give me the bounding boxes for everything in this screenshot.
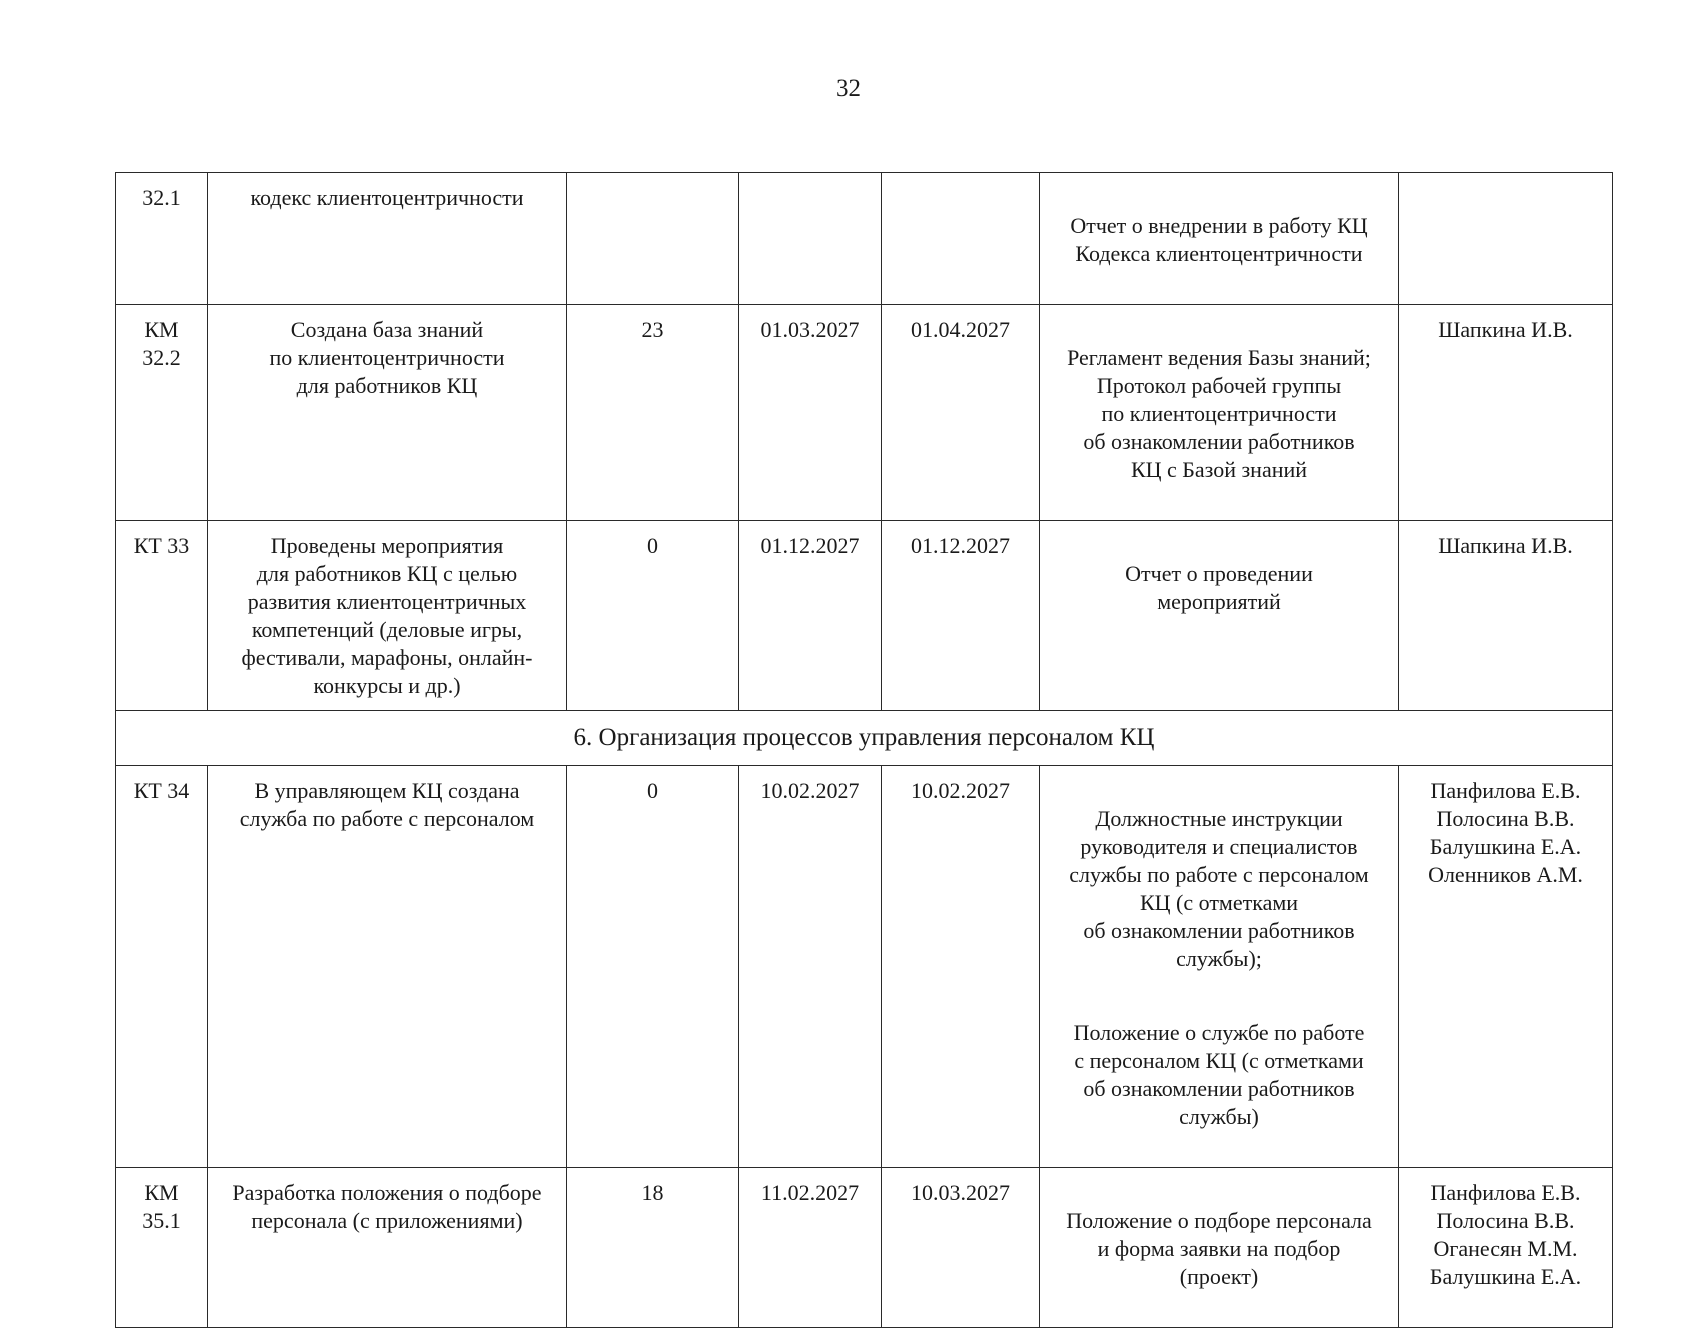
row-code: 32.1	[116, 173, 208, 305]
table-row	[116, 766, 1613, 1168]
row-duration: 0	[567, 766, 739, 1168]
row-end-date: 10.02.2027	[882, 766, 1040, 1168]
row-title: Создана база знаний по клиентоцентричности для работников КЦ	[208, 305, 567, 521]
row-results	[1040, 305, 1399, 521]
row-results	[1040, 766, 1399, 1168]
result-document: Регламент ведения Базы знаний; Протокол рабочей группы по клиентоцентричности об ознакомлении работников КЦ с Базой знаний	[1067, 345, 1371, 482]
row-results	[1040, 521, 1399, 711]
table-row	[116, 305, 1613, 521]
row-title: кодекс клиентоцентричности	[208, 173, 567, 305]
row-start-date: 10.02.2027	[739, 766, 882, 1168]
row-title: В управляющем КЦ создана служба по работе с персоналом	[208, 766, 567, 1168]
row-duration: 18	[567, 1168, 739, 1328]
table-row	[116, 1168, 1613, 1328]
result-document: Положение о подборе персонала и форма заявки на подбор (проект)	[1066, 1208, 1372, 1289]
row-end-date: 01.12.2027	[882, 521, 1040, 711]
row-start-date: 01.03.2027	[739, 305, 882, 521]
table-row	[116, 521, 1613, 711]
row-code: КТ 33	[116, 521, 208, 711]
row-duration: 0	[567, 521, 739, 711]
row-end-date: 10.03.2027	[882, 1168, 1040, 1328]
row-results	[1040, 173, 1399, 305]
row-title: Разработка положения о подборе персонала (с приложениями)	[208, 1168, 567, 1328]
row-responsible: Шапкина И.В.	[1399, 521, 1613, 711]
row-duration: 23	[567, 305, 739, 521]
row-title: Проведены мероприятия для работников КЦ с целью развития клиентоцентричных компетенций (деловые игры, фестивали, марафоны, онлайн- конкурсы и др.)	[208, 521, 567, 711]
row-responsible	[1399, 173, 1613, 305]
result-document: Положение о службе по работе с персоналом КЦ (с отметками об ознакомлении работников службы)	[1073, 1020, 1365, 1129]
row-results	[1040, 1168, 1399, 1328]
row-duration	[567, 173, 739, 305]
row-end-date	[882, 173, 1040, 305]
row-code: КМ 35.1	[116, 1168, 208, 1328]
row-start-date	[739, 173, 882, 305]
result-document: Отчет о внедрении в работу КЦ Кодекса клиентоцентричности	[1070, 213, 1368, 266]
page-number: 32	[836, 75, 861, 102]
row-responsible: Шапкина И.В.	[1399, 305, 1613, 521]
section-row	[116, 711, 1613, 766]
row-responsible: Панфилова Е.В. Полосина В.В. Оганесян М.М. Балушкина Е.А.	[1399, 1168, 1613, 1328]
section-title: 6. Организация процессов управления персоналом КЦ	[116, 711, 1613, 766]
table-row	[116, 173, 1613, 305]
result-document: Должностные инструкции руководителя и специалистов службы по работе с персоналом КЦ (с отметками об ознакомлении работников службы);	[1069, 806, 1369, 971]
plan-table	[115, 172, 1613, 1328]
row-start-date: 11.02.2027	[739, 1168, 882, 1328]
row-end-date: 01.04.2027	[882, 305, 1040, 521]
result-document: Отчет о проведении мероприятий	[1125, 561, 1313, 614]
row-responsible: Панфилова Е.В. Полосина В.В. Балушкина Е.А. Оленников А.М.	[1399, 766, 1613, 1168]
row-start-date: 01.12.2027	[739, 521, 882, 711]
row-code: КМ 32.2	[116, 305, 208, 521]
row-code: КТ 34	[116, 766, 208, 1168]
